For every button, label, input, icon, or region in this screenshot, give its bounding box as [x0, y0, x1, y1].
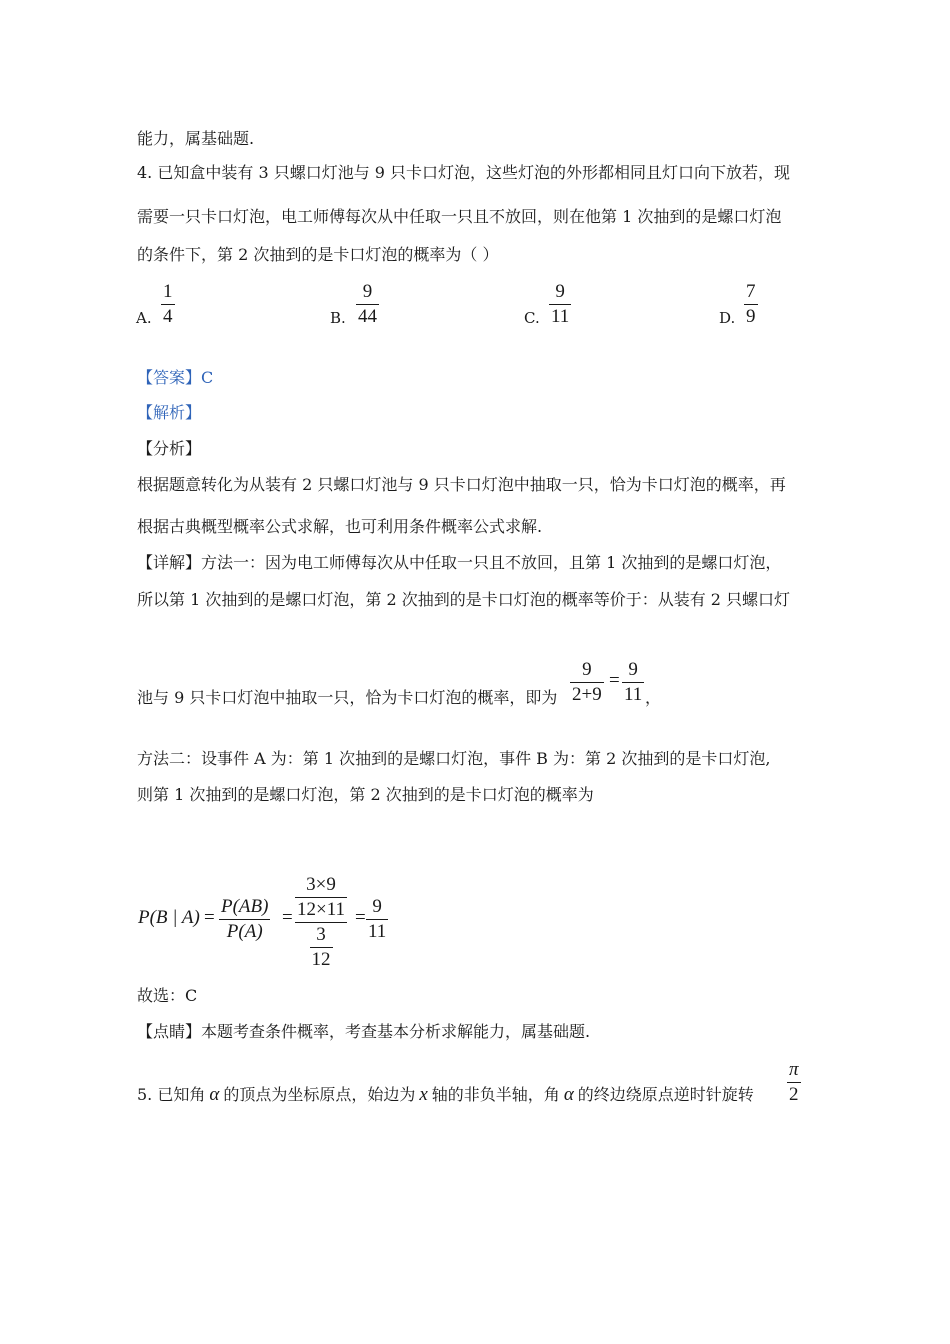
option-label: B. [330, 309, 346, 327]
detail-line-2: 所以第 1 次抽到的是螺口灯泡，第 2 次抽到的是卡口灯泡的概率等价于：从装有 2 只螺口灯 [137, 590, 791, 609]
method2-bottom-fraction: $\frac{3}{12}$ [311, 924, 331, 970]
fenxi-heading: 【分析】 [137, 439, 202, 458]
method2-conditional-fraction: P(AB) P(A) [221, 896, 269, 942]
method1-comma: ， [645, 688, 662, 707]
option-fraction: 9 11 [551, 281, 570, 327]
fenxi-line-1: 根据题意转化为从装有 2 只螺口灯池与 9 只卡口灯泡中抽取一只，恰为卡口灯泡的概率，再 [137, 475, 786, 494]
x-symbol: x [419, 1084, 428, 1105]
analysis-heading: 【解析】 [137, 403, 202, 422]
method2-line-2: 则第 1 次抽到的是螺口灯泡，第 2 次抽到的是卡口灯泡的概率为 [137, 785, 594, 804]
option-label: D. [719, 309, 736, 327]
question-4-line-3: 的条件下，第 2 次抽到的是卡口灯泡的概率为（ ） [137, 245, 499, 264]
method2-result-fraction: 9 11 [368, 896, 387, 942]
option-label: C. [524, 309, 540, 327]
method1-fraction-2: 9 11 [624, 659, 643, 705]
method1-fraction-1: 9 2+9 [572, 659, 602, 705]
method2-lhs: P(B | A) [138, 907, 200, 928]
method2-equals-2: = [282, 907, 293, 928]
method2-top-fraction: $\frac{3\times 9}{12\times 11}$ [297, 874, 346, 920]
answer-line: 【答案】C [137, 368, 214, 387]
method2-equals-3: = [355, 907, 366, 928]
method2-line-1: 方法二：设事件 A 为：第 1 次抽到的是螺口灯泡，事件 B 为：第 2 次抽到的是卡口灯泡, [137, 749, 771, 768]
detail-line-3: 池与 9 只卡口灯泡中抽取一只，恰为卡口灯泡的概率，即为 [137, 688, 558, 707]
pi-over-two-fraction: π 2 [789, 1059, 799, 1105]
option-fraction: 1 4 [163, 281, 173, 327]
question-4-line-2: 需要一只卡口灯泡，电工师傅每次从中任取一只且不放回，则在他第 1 次抽到的是螺口灯泡 [137, 207, 782, 226]
fenxi-line-2: 根据古典概型概率公式求解，也可利用条件概率公式求解. [137, 517, 543, 536]
choose-line: 故选：C [137, 986, 198, 1005]
method2-compound-fraction [295, 874, 347, 971]
detail-line-1: 【详解】方法一：因为电工师傅每次从中任取一只且不放回，且第 1 次抽到的是螺口灯泡， [137, 553, 782, 572]
option-fraction: 7 9 [746, 281, 756, 327]
alpha-symbol: α [563, 1084, 574, 1105]
question-5-line: 5. 已知角 α 的顶点为坐标原点，始边为 x 轴的非负半轴，角 α 的终边绕原点逆时针旋转 [137, 1084, 754, 1105]
question-4-line-1: 4. 已知盒中装有 3 只螺口灯池与 9 只卡口灯泡，这些灯泡的外形都相同且灯口向下放若，现 [137, 163, 791, 182]
option-label: A. [136, 309, 152, 327]
alpha-symbol: α [209, 1084, 220, 1105]
method1-equals: = [609, 670, 620, 691]
option-fraction: 9 44 [358, 281, 377, 327]
dianjing-line: 【点睛】本题考查条件概率，考查基本分析求解能力，属基础题. [137, 1022, 591, 1041]
text-line: 能力，属基础题. [137, 129, 255, 148]
method2-equals-1: = [204, 907, 215, 928]
